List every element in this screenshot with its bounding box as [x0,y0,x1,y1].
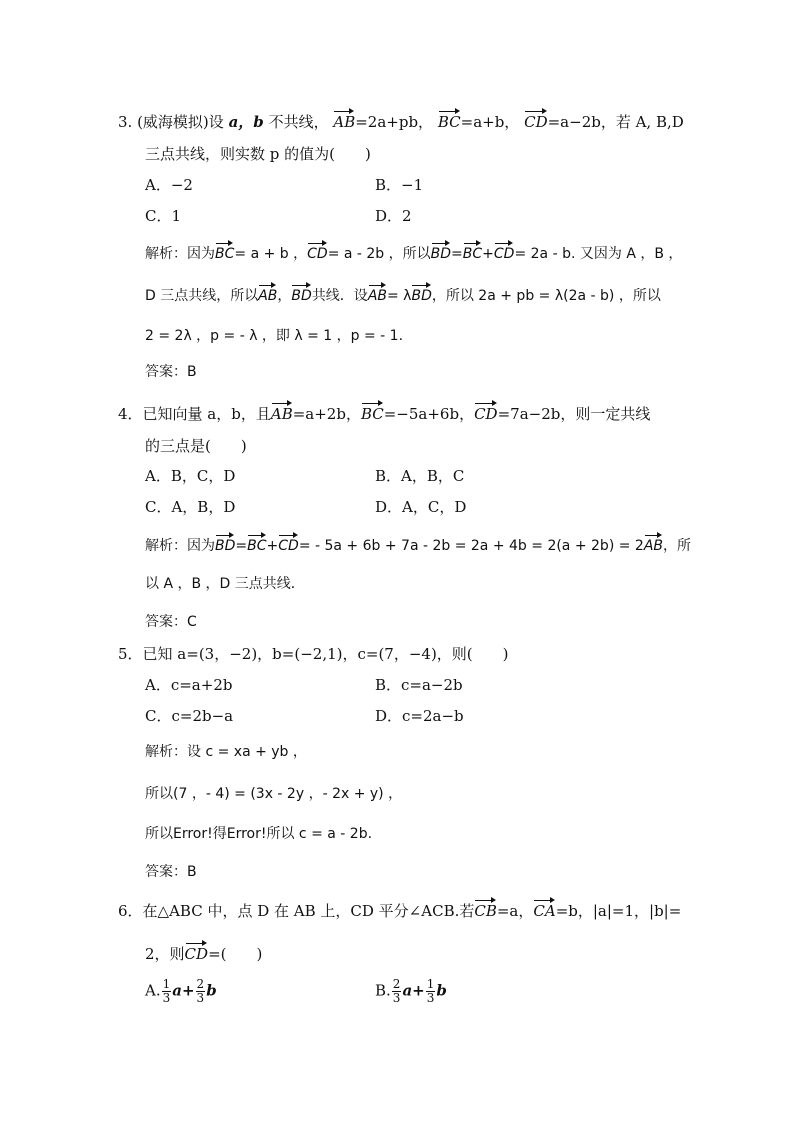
vector-cd: CD [494,240,515,264]
q6-opt-b-mid: a+ [402,981,425,1000]
numerator: 1 [426,977,435,991]
q4-sol-c: + [266,538,279,554]
numerator: 1 [162,977,171,991]
vector-cb: CB [474,897,497,921]
denominator: 3 [426,991,435,1005]
q6-option-a [145,978,217,1005]
vector-cd: CD [524,108,548,132]
q4-prefix: 4．已知向量 a，b，且 [118,405,271,423]
q3-ab: a，b [228,113,264,131]
q4-option-d: D．A，C，D [375,498,467,516]
fraction [392,978,402,1005]
vector-ab: AB [333,108,355,132]
q4-option-a: A．B，C，D [145,467,236,485]
q6-line2 [145,940,262,964]
q4-cond-cd: =7a−2b，则一定共线 [497,405,651,423]
q4-solution-line1 [145,532,691,556]
q3-sol2-e: ，所以 2a + pb = λ(2a - b) ，所以 [431,288,661,304]
vector-cd: CD [307,240,328,264]
vector-ca: CA [533,897,555,921]
q5-option-b: B．c=a−2b [375,676,463,694]
vector-cd: CD [278,532,299,556]
q3-sol2-c: 共线．设 [311,288,368,304]
vector-bd: BD [215,532,235,556]
q5-solution-line3: 所以Error!得Error!所以 c = a - 2b. [145,826,373,842]
q5-answer: 答案：B [145,864,197,880]
q4-cond-bc: =−5a+6b， [383,405,475,423]
q4-sol-e: ，所 [663,538,692,554]
fraction [426,978,436,1005]
q3-option-b: B．−1 [375,176,424,194]
vector-bd: BD [431,240,451,264]
q3-sol-c: = a - 2b ，所以 [327,246,431,262]
vector-cd: CD [474,400,498,424]
q4-line1 [118,400,650,424]
vector-bc: BC [361,400,384,424]
q4-sol-d: = - 5a + 6b + 7a - 2b = 2a + 4b = 2(a + 2b) = 2 [298,538,644,554]
numerator: 2 [392,977,401,991]
q3-answer: 答案：B [145,364,197,380]
vector-ab: AB [271,400,293,424]
q3-line2: 三点共线，则实数 p 的值为( ) [145,145,371,163]
q4-option-b: B．A，B，C [375,467,465,485]
q6-line2-a: 2，则 [145,945,185,963]
q3-sol-f: = 2a - b. 又因为 A ，B ， [514,246,683,262]
vector-ab: AB [368,282,387,306]
q6-opt-a-mid: a+ [172,981,195,1000]
q6-opt-a-end: b [206,981,217,1000]
q3-option-a: A．−2 [145,176,193,194]
q6-cond-ca: =b，|a|=1，|b|= [555,902,682,920]
q3-sol-b: = a + b ， [234,246,308,262]
q3-option-d: D．2 [375,207,412,225]
q3-line1 [118,108,684,132]
q4-line2: 的三点是( ) [145,437,247,455]
q4-option-c: C．A，B，D [145,498,236,516]
q6-prefix: 6．在△ABC 中，点 D 在 AB 上，CD 平分∠ACB.若 [118,902,475,920]
q3-option-c: C．1 [145,207,182,225]
q3-sol-prefix: 解析：因为 [145,246,215,262]
q3-sol-d: = [451,246,463,262]
vector-bc: BC [438,108,461,132]
q4-sol-prefix: 解析：因为 [145,538,215,554]
q5-line1: 5．已知 a=(3，−2)，b=(−2,1)，c=(7，−4)，则( ) [118,645,509,663]
q4-solution-line2: 以 A ，B ，D 三点共线． [145,576,305,592]
q3-sol2-d: = λ [387,288,412,304]
q5-solution-line1: 解析：设 c = xa + yb ， [145,744,307,760]
vector-bc: BC [215,240,234,264]
q5-option-d: D．c=2a−b [375,707,464,725]
q3-cond-cd: =a−2b，若 A, B,D [547,113,684,131]
q3-sol2-a: D 三点共线，所以 [145,288,259,304]
vector-ab: AB [258,282,277,306]
vector-bc: BC [247,532,266,556]
vector-bd: BD [411,282,431,306]
vector-bc: BC [463,240,482,264]
denominator: 3 [392,991,401,1005]
q6-cond-cb: =a， [496,902,534,920]
q3-sol-e: + [482,246,494,262]
q3-prefix: 3. (威海模拟)设 [118,113,224,131]
q3-text: 不共线， [268,113,329,131]
q3-solution-line2 [145,282,661,306]
q5-option-c: C．c=2b−a [145,707,234,725]
vector-bd: BD [291,282,311,306]
q3-cond-bc: =a+b， [460,113,520,131]
fraction [196,978,206,1005]
q5-solution-line2: 所以(7 ，- 4) = (3x - 2y ，- 2x + y) ， [145,786,403,802]
q4-answer: 答案：C [145,614,197,630]
denominator: 3 [162,991,171,1005]
q6-opt-b-end: b [436,981,447,1000]
q6-opt-a-label: A. [145,981,161,1000]
q6-line1 [118,897,681,921]
fraction [162,978,172,1005]
q4-cond-ab: =a+2b， [292,405,361,423]
numerator: 2 [196,977,205,991]
vector-cd: CD [185,940,209,964]
q6-option-b [375,978,447,1005]
q5-option-a: A．c=a+2b [145,676,233,694]
q4-sol-b: = [235,538,248,554]
q3-sol2-b: ， [277,288,292,304]
q3-solution-line3: 2 = 2λ ，p = - λ ，即 λ = 1 ，p = - 1. [145,328,404,344]
denominator: 3 [196,991,205,1005]
vector-ab: AB [644,532,663,556]
q6-line2-b: =( ) [208,945,263,963]
q6-opt-b-label: B. [375,981,391,1000]
q3-cond-ab: =2a+pb， [355,113,434,131]
q3-solution-line1 [145,240,682,264]
